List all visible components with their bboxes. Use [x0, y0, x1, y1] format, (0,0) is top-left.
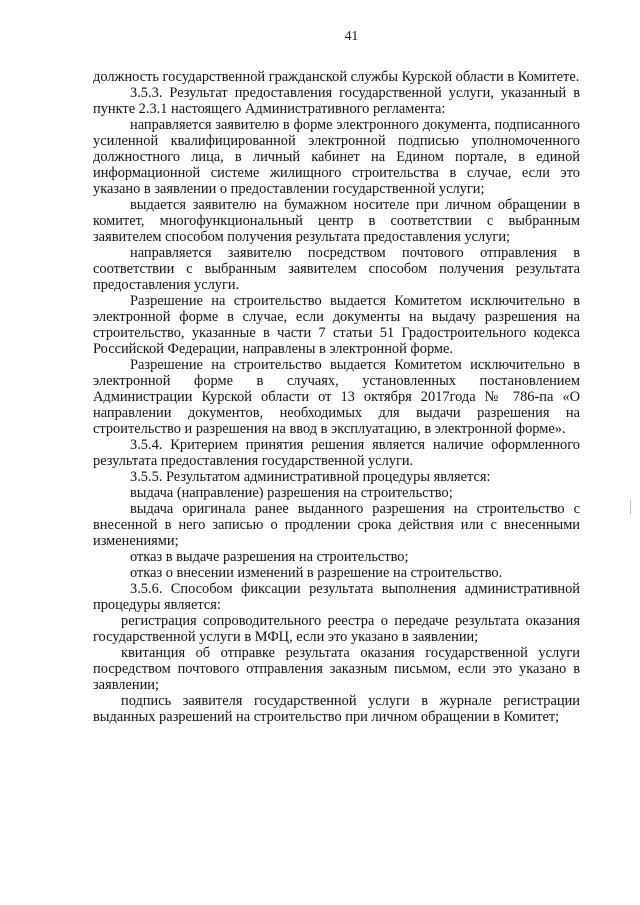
list-item: отказ в выдаче разрешения на строительство; [130, 549, 409, 565]
paragraph: направляется заявителю в форме электронного документа, подписанного усиленной квалифицированной электронной подписью уполномоченного должностного лица, в личный кабинет на Едином портале, в единой информационной системе жилищного строительства в случае, если это указано в заявлении о предоставлении государственной услуги; [93, 117, 580, 197]
body-text [93, 69, 580, 725]
list-item: выдача (направление) разрешения на строительство; [130, 485, 453, 501]
paragraph: 3.5.6. Способом фиксации результата выполнения административной процедуры является: [93, 581, 580, 613]
list-item: отказ о внесении изменений в разрешение на строительство. [130, 565, 503, 581]
list-item: квитанция об отправке результата оказания государственной услуги посредством почтового отправления заказным письмом, если это указано в заявлении; [93, 645, 580, 693]
page-number: 41 [344, 28, 359, 43]
paragraph: 3.5.5. Результатом административной процедуры является: [130, 469, 491, 485]
list-item: подпись заявителя государственной услуги в журнале регистрации выданных разрешений на строительство при личном обращении в Комитет; [93, 693, 580, 725]
list-item: выдача оригинала ранее выданного разрешения на строительство с внесенной в него записью о продлении срока действия или с внесенными изменениями; [93, 501, 580, 549]
paragraph: 3.5.3. Результат предоставления государственной услуги, указанный в пункте 2.3.1 настоящего Административного регламента: [93, 85, 580, 117]
paragraph: Разрешение на строительство выдается Комитетом исключительно в электронной форме в случае, если документы на выдачу разрешения на строительство, указанные в части 7 статьи 51 Градостроительного кодекса Российской Федерации, направлены в электронной форме. [93, 293, 580, 357]
paragraph: должность государственной гражданской службы Курской области в Комитете. [93, 69, 580, 85]
paragraph: направляется заявителю посредством почтового отправления в соответствии с выбранным заявителем способом получения результата предоставления услуги. [93, 245, 580, 293]
scan-artifact-mark [629, 500, 632, 514]
paragraph: Разрешение на строительство выдается Комитетом исключительно в электронной форме в случаях, установленных постановлением Администрации Курской области от 13 октября 2017года № 786-па «О направлении документов, необходимых для выдачи разрешения на строительство и разрешения на ввод в эксплуатацию, в электронной форме». [93, 357, 580, 437]
paragraph: 3.5.4. Критерием принятия решения является наличие оформленного результата предоставления государственной услуги. [93, 437, 580, 469]
paragraph: выдается заявителю на бумажном носителе при личном обращении в комитет, многофункциональный центр в соответствии с выбранным заявителем способом получения результата предоставления услуги; [93, 197, 580, 245]
list-item: регистрация сопроводительного реестра о передаче результата оказания государственной услуги в МФЦ, если это указано в заявлении; [93, 613, 580, 645]
